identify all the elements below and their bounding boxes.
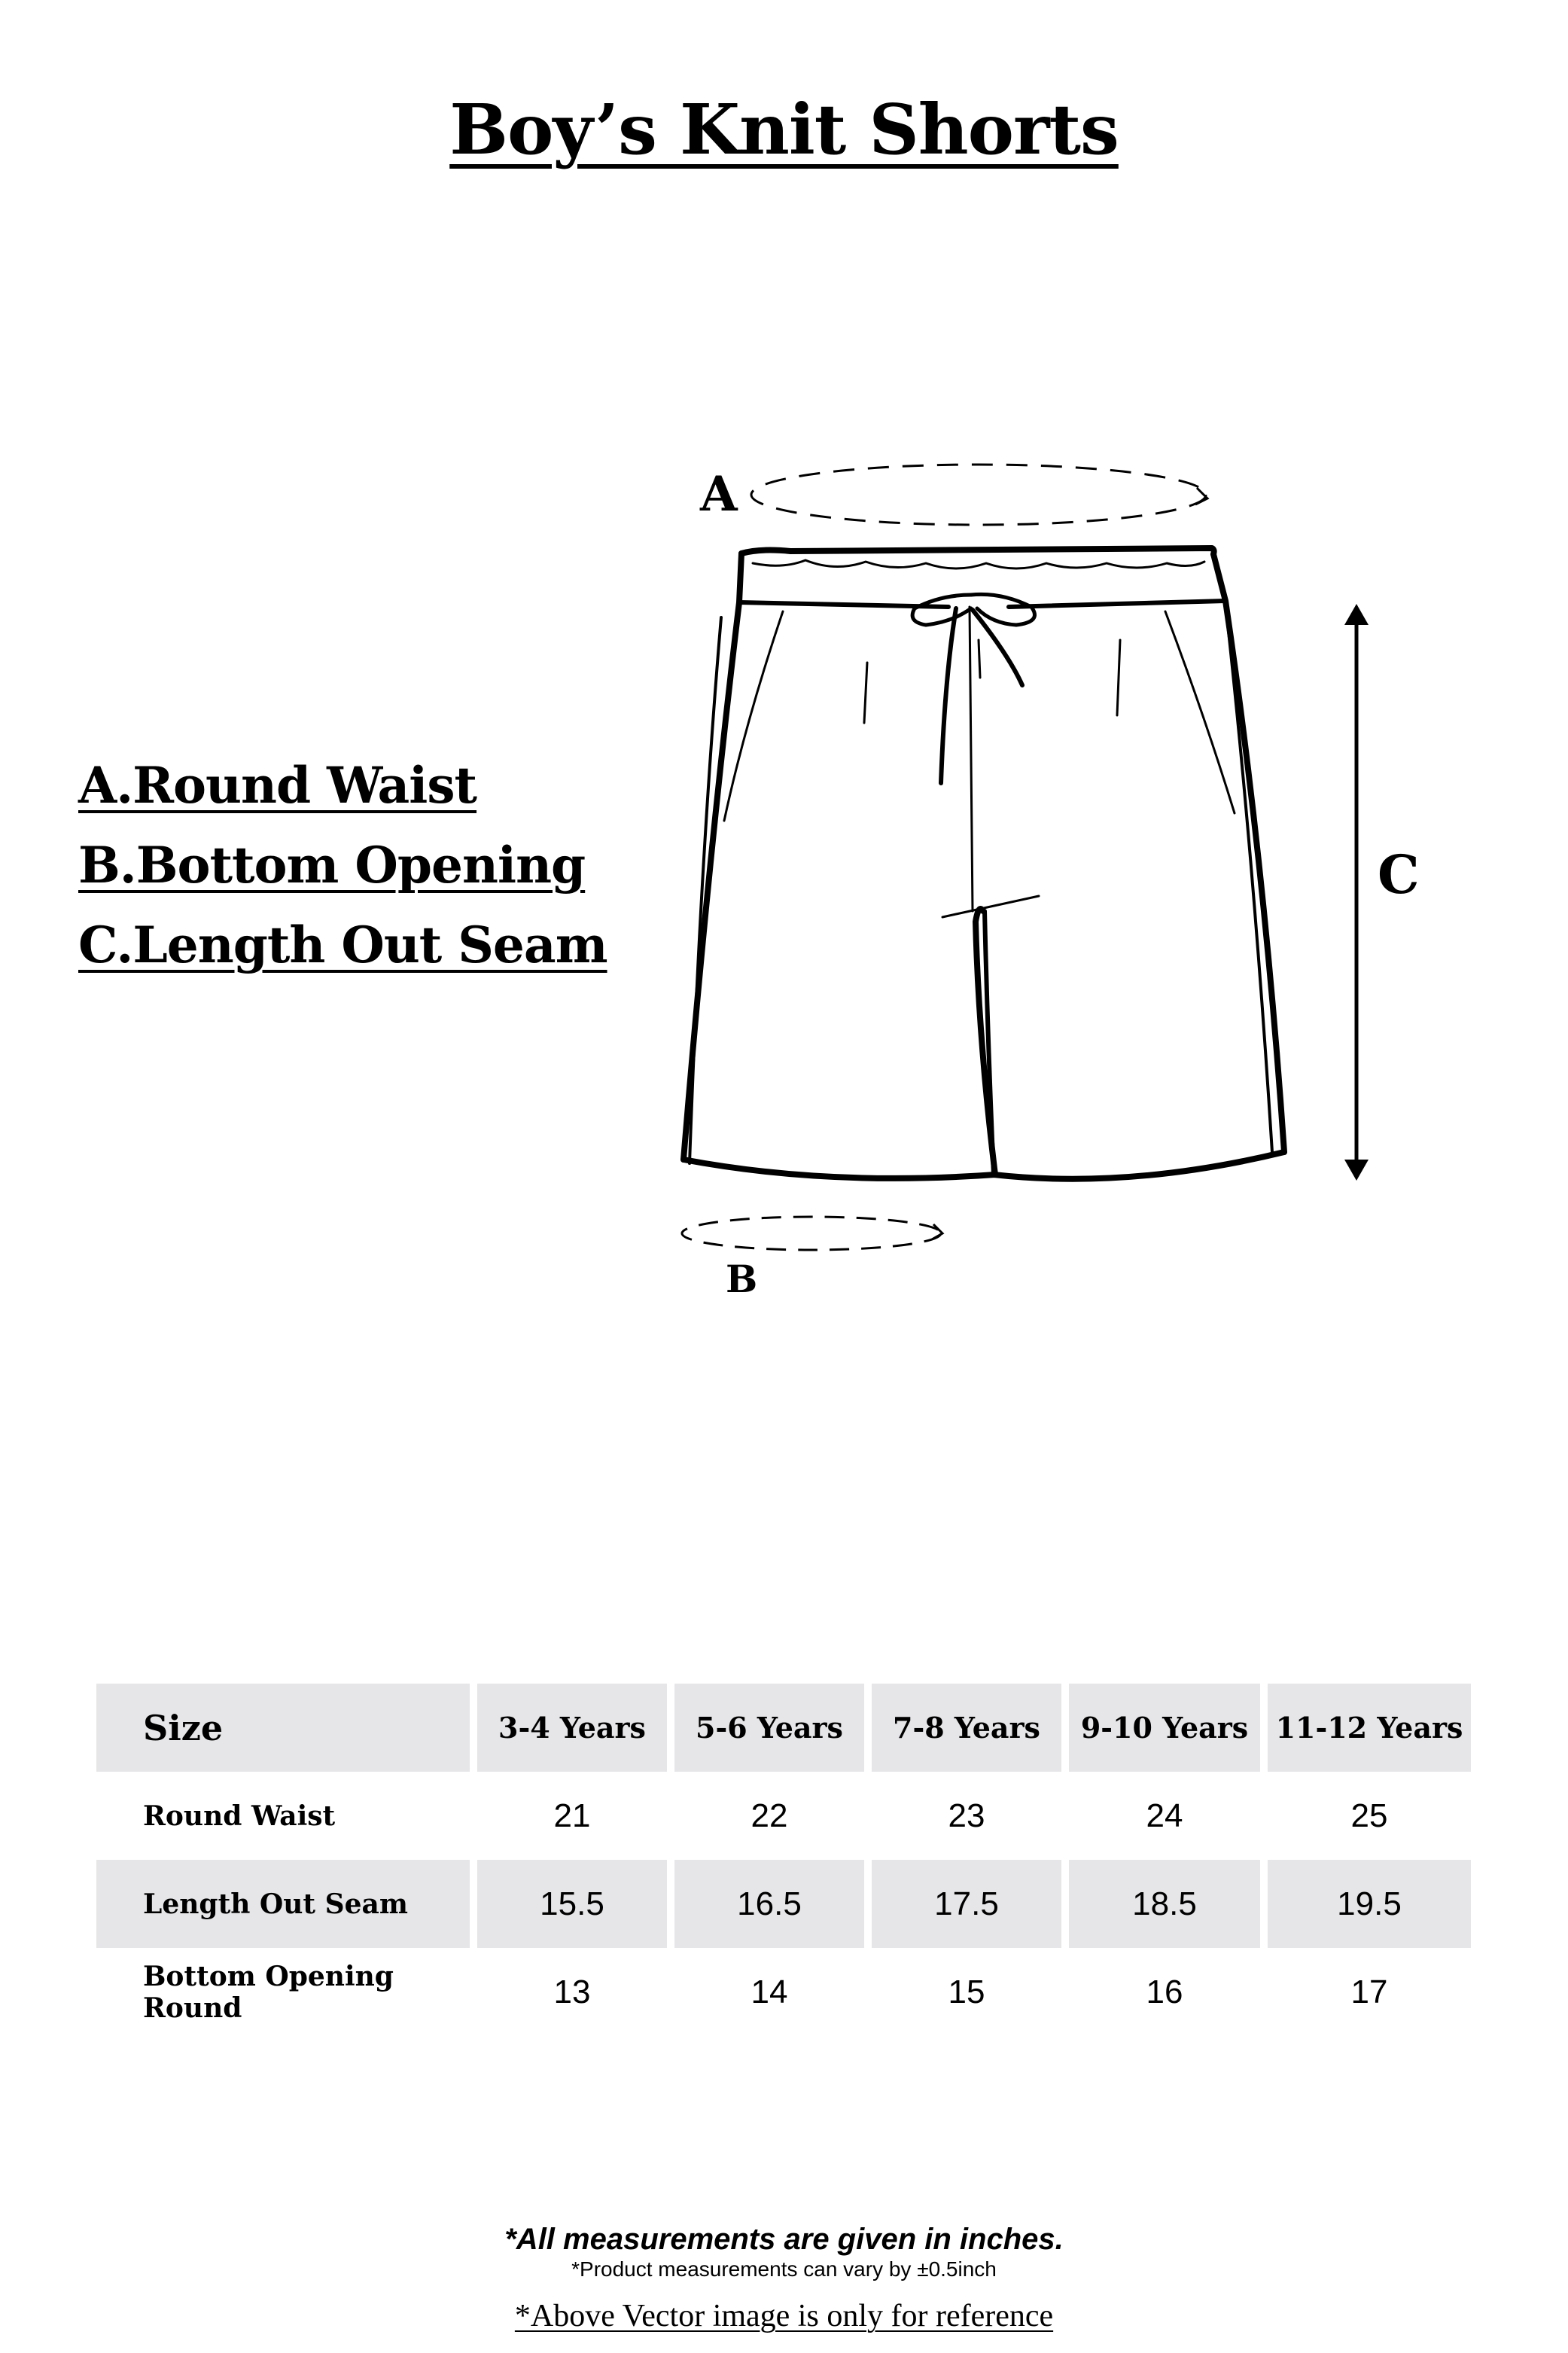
table-row [96,1772,1471,1860]
legend-item-bottom-opening: B.Bottom Opening [78,836,586,895]
bottom-opening-arrow-icon [932,1224,942,1239]
table-cell: 24 [1146,1797,1183,1834]
size-chart-table [89,1684,1478,2036]
arrow-down-icon [1344,1160,1369,1181]
page-title: Boy’s Knit Shorts [449,89,1119,170]
table-cell: 19.5 [1268,1860,1471,1948]
table-cell: 22 [751,1797,788,1834]
reference-note: *Above Vector image is only for reference [514,2299,1054,2333]
legend-item-round-waist: A.Round Waist [78,756,477,815]
table-cell: 15 [948,1973,985,2010]
table-row [96,1860,1471,1948]
size-header-label: Size [96,1684,470,1772]
row-label: Length Out Seam [96,1860,470,1948]
arrow-up-icon [1344,604,1369,625]
table-row [96,1948,1471,2036]
waist-measure-ellipse [751,465,1206,525]
table-header-row [96,1684,1471,1772]
table-cell: 16 [1146,1973,1183,2010]
table-cell: 14 [751,1973,788,2010]
label-c: C [1378,843,1420,906]
table-cell: 18.5 [1069,1860,1260,1948]
table-cell: 15.5 [477,1860,667,1948]
legend-item-length-out-seam: C.Length Out Seam [78,916,607,974]
table-cell: 13 [553,1973,591,2010]
table-cell: 17.5 [872,1860,1061,1948]
table-cell: 25 [1350,1797,1388,1834]
measurement-unit-note: *All measurements are given in inches. [504,2223,1064,2256]
row-label: Bottom Opening Round [143,1960,394,2024]
column-header: 11-12 Years [1268,1684,1471,1772]
column-header: 3-4 Years [477,1684,667,1772]
table-cell: 16.5 [674,1860,864,1948]
bottom-opening-measure-ellipse [682,1217,941,1250]
table-cell: 17 [1350,1973,1388,2010]
shorts-outline [684,548,1284,1179]
column-header: 5-6 Years [674,1684,864,1772]
table-cell: 21 [553,1797,591,1834]
tolerance-note: *Product measurements can vary by ±0.5inch [571,2257,997,2281]
column-header: 9-10 Years [1069,1684,1260,1772]
label-b: B [726,1257,758,1301]
column-header: 7-8 Years [872,1684,1061,1772]
table-cell: 23 [948,1797,985,1834]
row-label: Round Waist [143,1800,336,1832]
label-a: A [700,466,738,523]
